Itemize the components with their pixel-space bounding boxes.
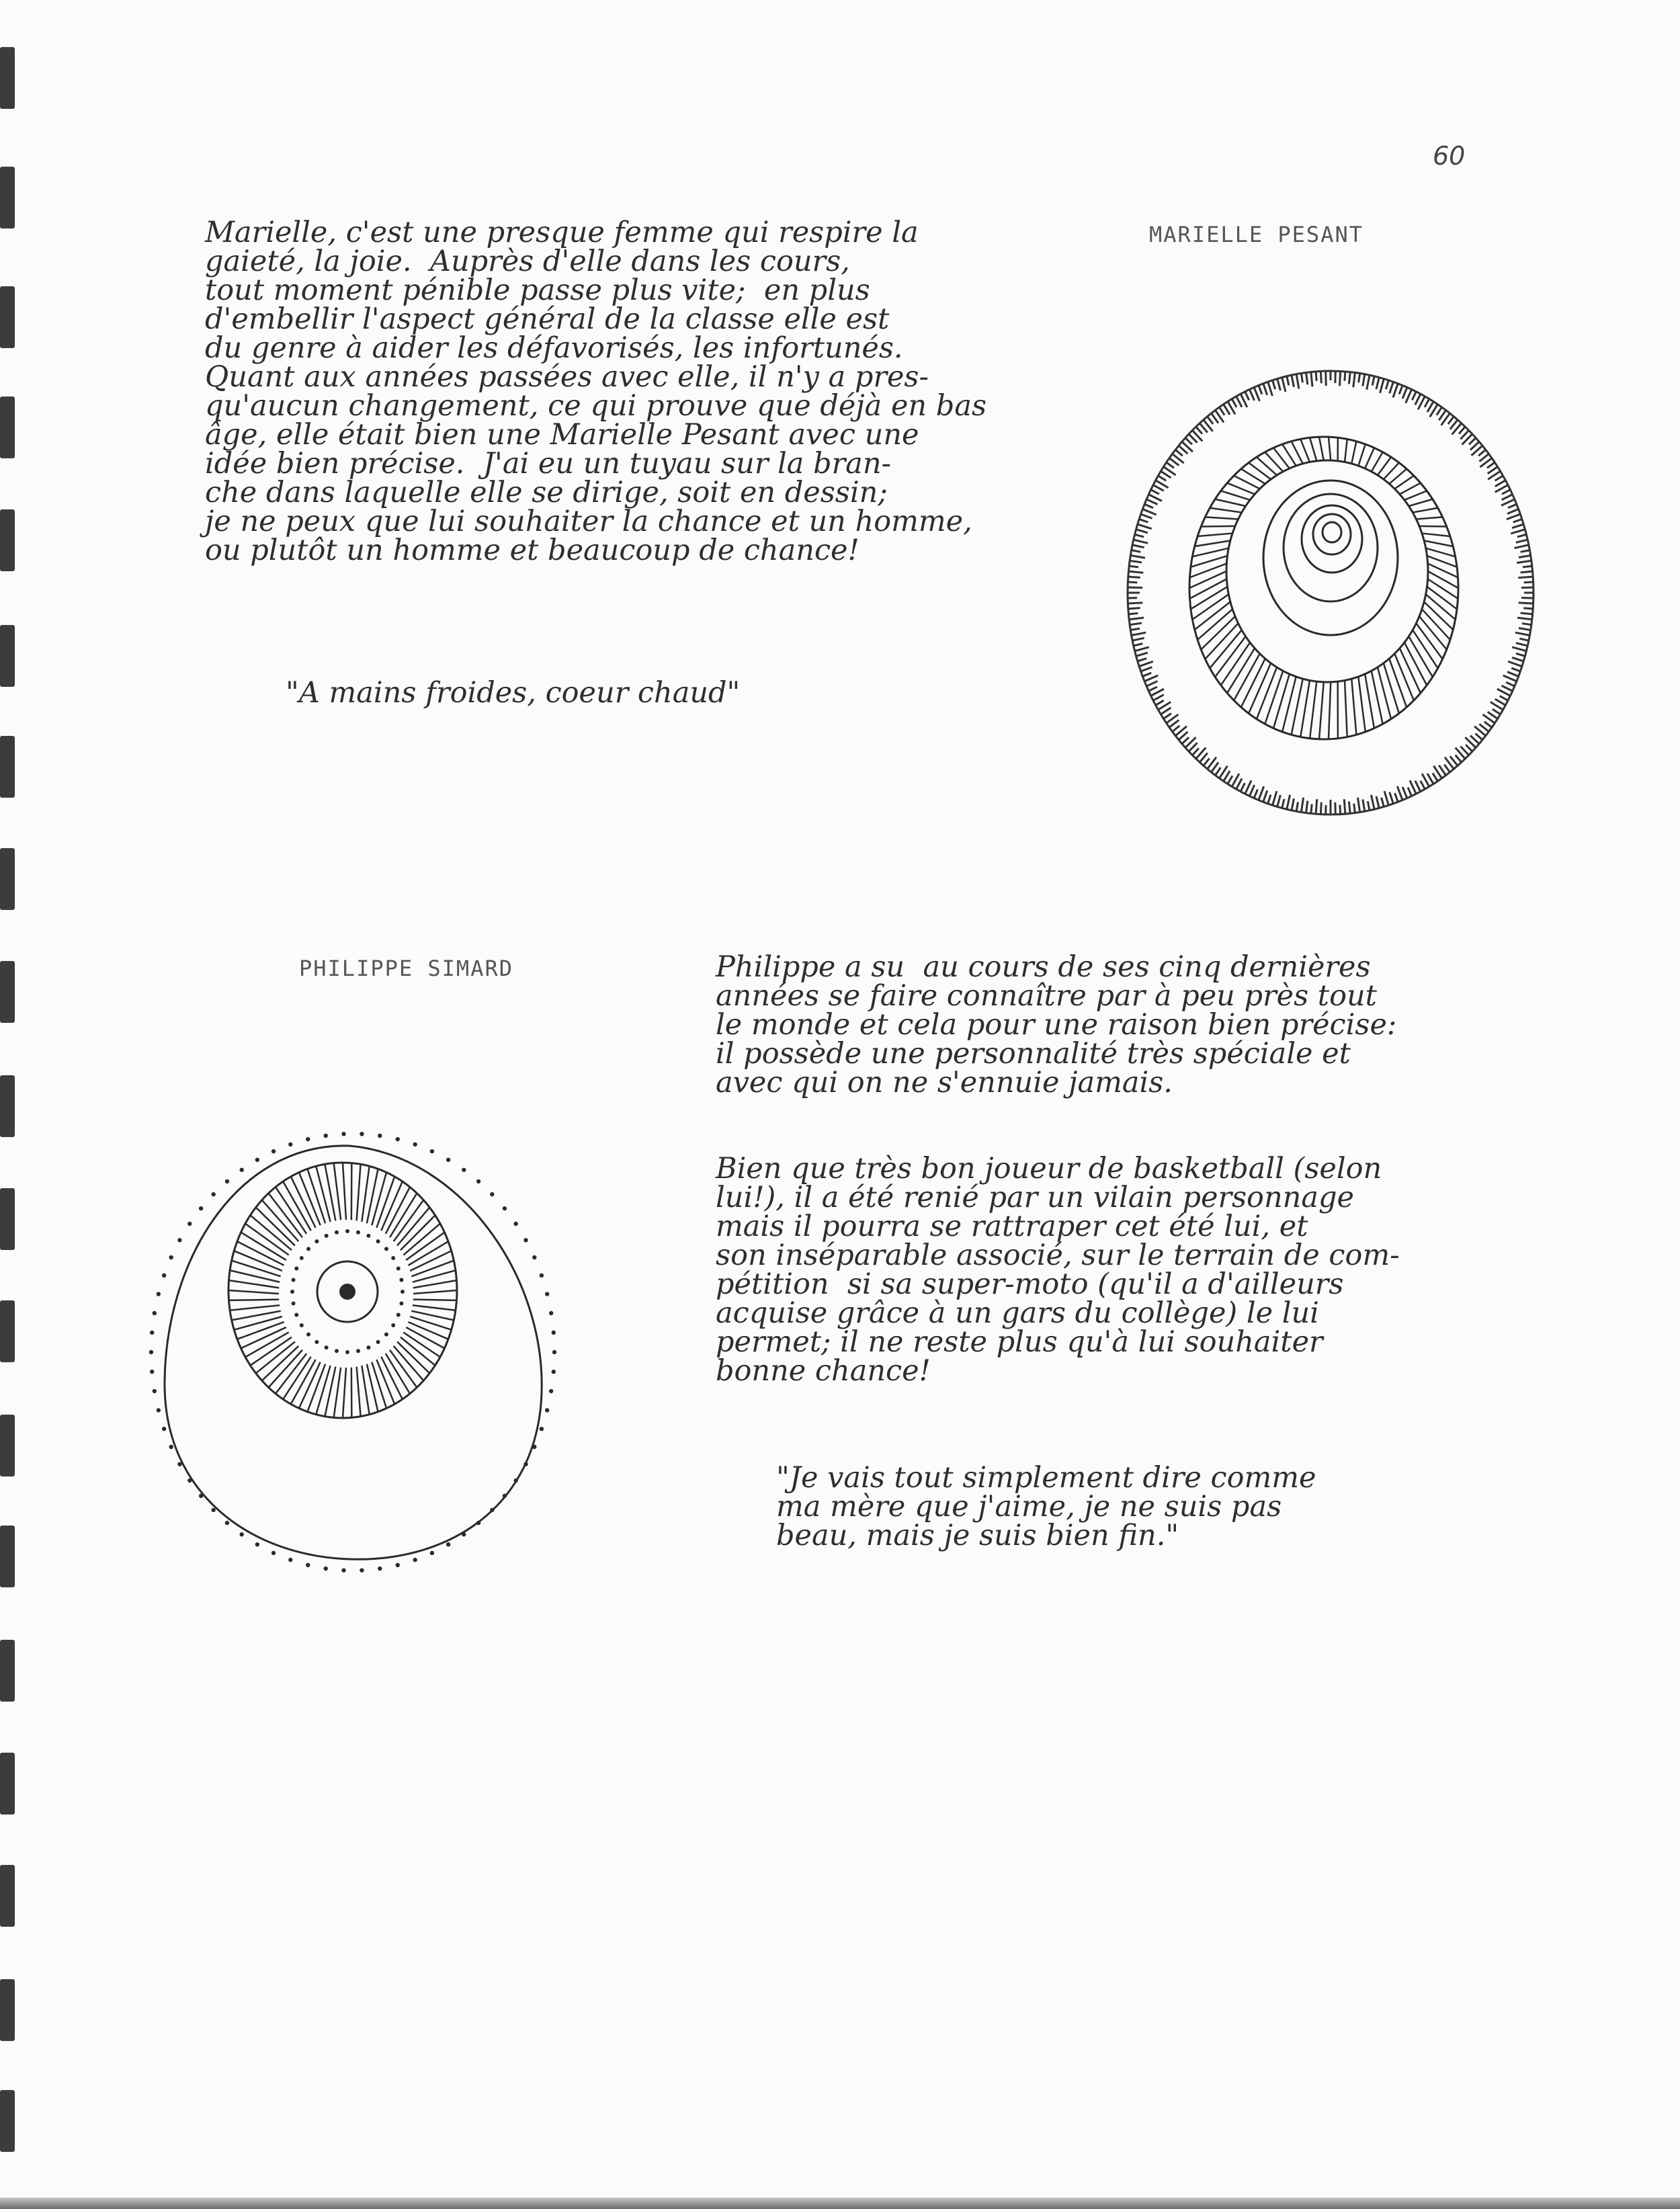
binding-hole [0, 1415, 15, 1476]
marielle-quote [286, 676, 741, 710]
sunburst-egg-drawing-icon [148, 1116, 564, 1586]
philippe-bio-line: le monde et cela pour une raison bien précise: [716, 1008, 1397, 1042]
philippe-bio-line: son inséparable associé, sur le terrain de com- [716, 1239, 1400, 1272]
philippe-quote-line: "Je vais tout simplement dire comme [776, 1461, 1316, 1495]
philippe-bio-line: bonne chance! [716, 1354, 931, 1388]
binding-hole [0, 1753, 15, 1815]
philippe-bio-line: permet; il ne reste plus qu'à lui souhaiter [716, 1325, 1323, 1359]
binding-hole [0, 509, 15, 571]
marielle-bio-line: du genre à aider les défavorisés, les infortunés. [205, 331, 903, 365]
binding-hole [0, 625, 15, 687]
binding-hole [0, 47, 15, 109]
marielle-bio-line: qu'aucun changement, ce qui prouve que déjà en bas [205, 389, 987, 423]
marielle-bio-line: âge, elle était bien une Marielle Pesant avec une [205, 418, 919, 452]
binding-hole [0, 1640, 15, 1702]
philippe-bio-line: mais il pourra se rattraper cet été lui, et [716, 1210, 1308, 1243]
philippe-bio-line: avec qui on ne s'ennuie jamais. [716, 1066, 1173, 1099]
marielle-quote-line: "A mains froides, coeur chaud" [286, 676, 741, 710]
binding-hole [0, 167, 15, 228]
binding-hole [0, 397, 15, 458]
philippe-bio-2 [716, 1152, 1400, 1388]
marielle-name: MARIELLE PESANT [1149, 222, 1363, 247]
philippe-bio-line: Bien que très bon joueur de basketball (selon [716, 1152, 1382, 1185]
marielle-bio-line: Marielle, c'est une presque femme qui respire la [205, 216, 919, 249]
marielle-bio-line: idée bien précise. J'ai eu un tuyau sur la bran- [205, 447, 892, 481]
marielle-bio [205, 218, 986, 565]
philippe-bio-line: lui!), il a été renié par un vilain personnage [716, 1181, 1354, 1214]
philippe-quote-line: beau, mais je suis bien fin." [776, 1519, 1179, 1552]
philippe-bio-line: Philippe a su au cours de ses cinq dernières [716, 950, 1371, 984]
binding-hole [0, 1865, 15, 1927]
philippe-bio-line: il possède une personnalité très spéciale et [716, 1037, 1351, 1071]
binding-hole [0, 1188, 15, 1250]
concentric-circles-drawing-icon [1102, 343, 1559, 853]
page-number: 60 [1433, 141, 1466, 171]
philippe-bio [716, 950, 1397, 1099]
binding-hole [0, 286, 15, 348]
marielle-bio-line: che dans laquelle elle se dirige, soit en dessin; [205, 476, 888, 509]
marielle-bio-line: je ne peux que lui souhaiter la chance et un homme, [205, 505, 972, 538]
marielle-bio-line: ou plutôt un homme et beaucoup de chance! [205, 534, 859, 567]
philippe-bio-line: acquise grâce à un gars du collège) le lui [716, 1296, 1319, 1330]
binding-hole [0, 1300, 15, 1362]
binding-hole [0, 961, 15, 1023]
binding-hole [0, 1979, 15, 2041]
philippe-quote [776, 1461, 1316, 1552]
page-bottom-edge [0, 2198, 1680, 2209]
center-dot [339, 1284, 355, 1300]
philippe-quote-line: ma mère que j'aime, je ne suis pas [776, 1490, 1282, 1524]
philippe-bio-line: pétition si sa super-moto (qu'il a d'ailleurs [716, 1267, 1344, 1301]
binding-hole [0, 1526, 15, 1587]
marielle-bio-line: Quant aux années passées avec elle, il n'y a pres- [205, 360, 929, 394]
binding-hole [0, 2090, 15, 2152]
marielle-bio-line: tout moment pénible passe plus vite; en plus [205, 274, 870, 307]
binding-hole [0, 736, 15, 798]
binding-holes [0, 0, 27, 2209]
marielle-bio-line: gaieté, la joie. Auprès d'elle dans les cours, [205, 245, 850, 278]
binding-hole [0, 848, 15, 910]
philippe-bio-line: années se faire connaître par à peu près tout [716, 979, 1377, 1013]
marielle-bio-line: d'embellir l'aspect général de la classe elle est [205, 302, 890, 336]
philippe-name: PHILIPPE SIMARD [299, 956, 513, 981]
binding-hole [0, 1075, 15, 1137]
